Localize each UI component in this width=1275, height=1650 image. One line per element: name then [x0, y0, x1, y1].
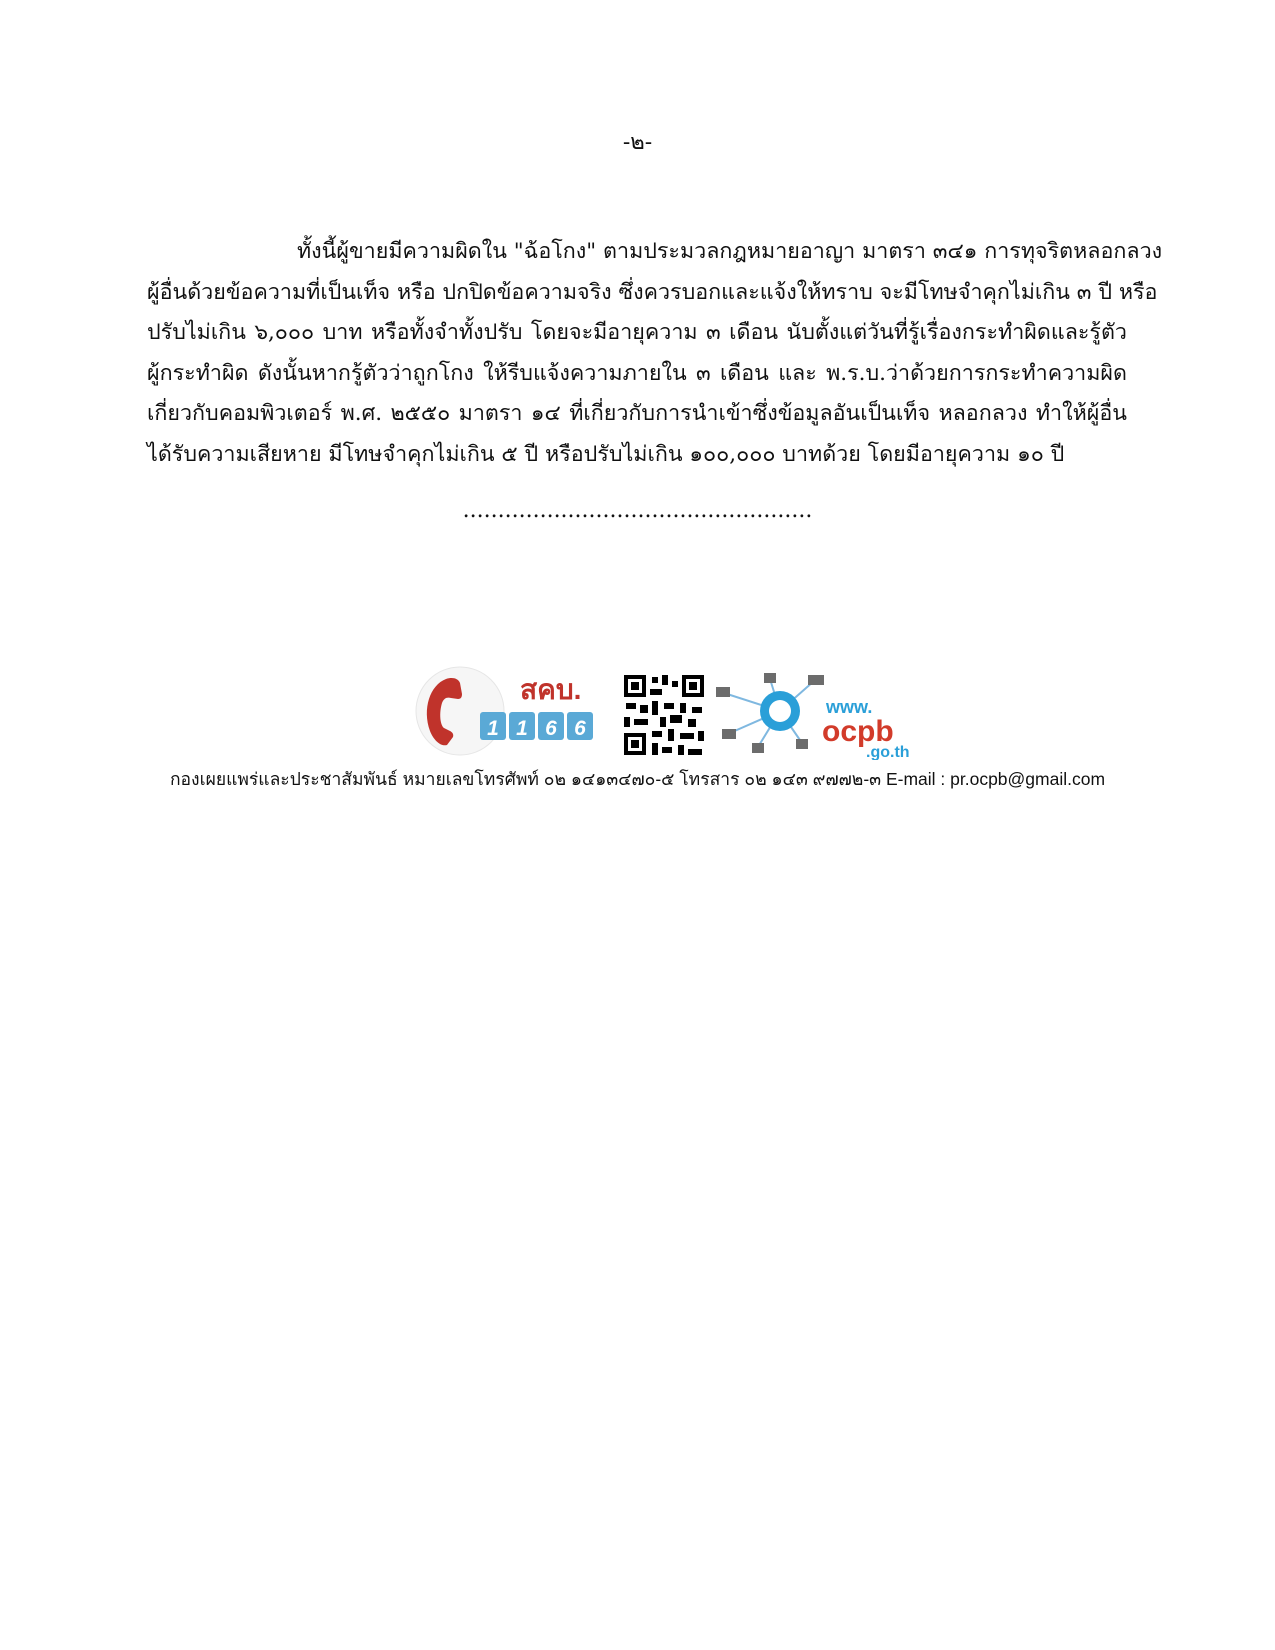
paragraph-line: ได้รับความเสียหาย มีโทษจำคุกไม่เกิน ๕ ปี หรือปรับไม่เกิน ๑๐๐,๐๐๐ บาทด้วย โดยมีอายุความ ๑๐ ปี [147, 441, 1065, 467]
website-logo [716, 673, 910, 760]
hotline-digit: 1 [487, 717, 499, 740]
paragraph-line: ปรับไม่เกิน ๖,๐๐๐ บาท หรือทั้งจำทั้งปรับ โดยจะมีอายุความ ๓ เดือน นับตั้งแต่วันที่รู้เรื่องกระทำผิดและรู้ตัว [147, 320, 1127, 345]
qr-code [622, 673, 706, 757]
body-paragraph [147, 232, 1163, 475]
website-tld: .go.th [866, 744, 910, 760]
hotline-logo [416, 667, 593, 755]
hotline-digit: 6 [574, 717, 586, 740]
footer-logos [400, 665, 960, 760]
hotline-digit: 1 [516, 717, 528, 740]
footer-contact: กองเผยแพร่และประชาสัมพันธ์ หมายเลขโทรศัพท์ ๐๒ ๑๔๑๓๔๗๐-๕ โทรสาร ๐๒ ๑๔๓ ๙๗๗๒-๓ E-mail : pr.ocpb@gmail.com [169, 769, 1106, 789]
hotline-digit: 6 [545, 717, 557, 740]
paragraph-line: ผู้กระทำผิด ดังนั้นหากรู้ตัวว่าถูกโกง ให้รีบแจ้งความภายใน ๓ เดือน และ พ.ร.บ.ว่าด้วยการกระทำความผิด [147, 360, 1127, 386]
website-name: ocpb [822, 715, 894, 748]
page-number: -๒- [622, 130, 653, 155]
paragraph-line: ผู้อื่นด้วยข้อความที่เป็นเท็จ หรือ ปกปิดข้อความจริง ซึ่งควรบอกและแจ้งให้ทราบ จะมีโทษจำคุกไม่เกิน ๓ ปี หรือ [147, 279, 1158, 305]
paragraph-line: เกี่ยวกับคอมพิวเตอร์ พ.ศ. ๒๕๕๐ มาตรา ๑๔ ที่เกี่ยวกับการนำเข้าซึ่งข้อมูลอันเป็นเท็จ หลอกลวง ทำให้ผู้อื่น [147, 401, 1127, 426]
agency-short-label: สคบ. [520, 674, 582, 705]
website-www: www. [826, 697, 873, 717]
hotline-number [480, 712, 593, 740]
dotted-divider: .................................................. [462, 498, 813, 523]
paragraph-line: ทั้งนี้ผู้ขายมีความผิดใน "ฉ้อโกง" ตามประมวลกฎหมายอาญา มาตรา ๓๔๑ การทุจริตหลอกลวง [297, 239, 1163, 264]
